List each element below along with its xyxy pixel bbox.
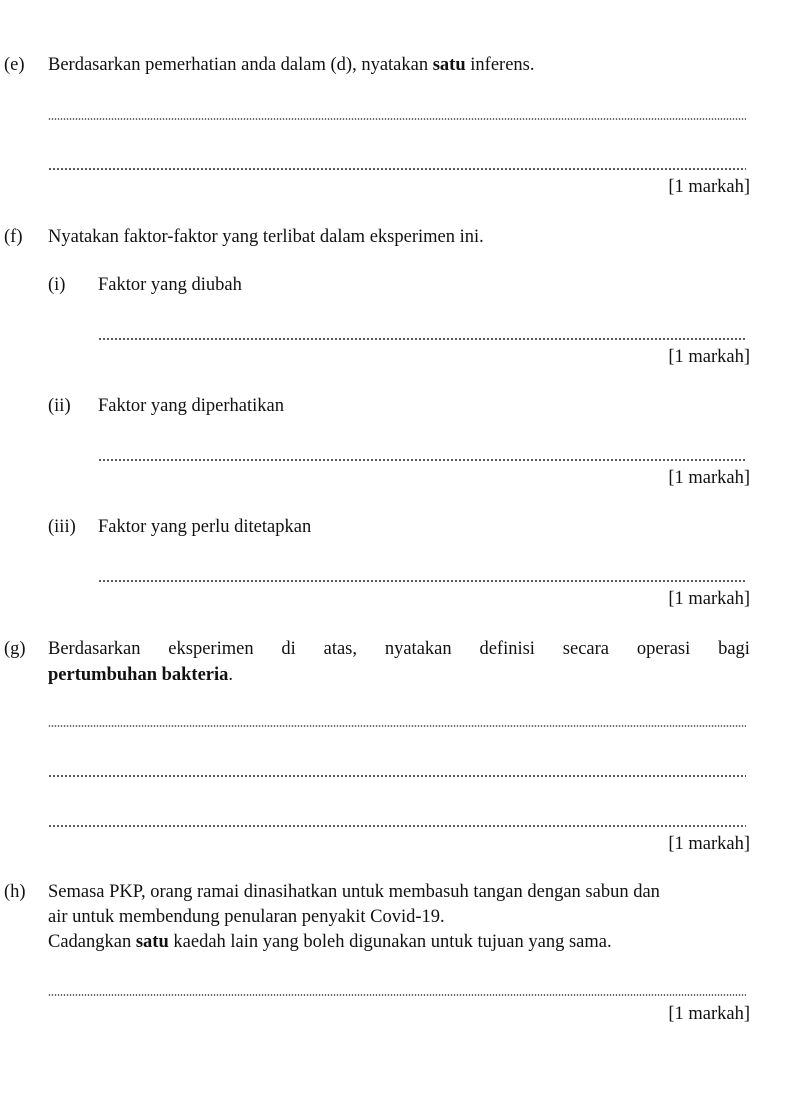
question-text-line: Cadangkan satu kaedah lain yang boleh digunakan untuk tujuan yang sama. bbox=[48, 932, 612, 952]
answer-line[interactable] bbox=[48, 775, 746, 777]
answer-line[interactable] bbox=[48, 994, 746, 996]
answer-line[interactable] bbox=[98, 459, 746, 461]
sub-question-text: Faktor yang diperhatikan bbox=[98, 396, 284, 416]
question-text-line: Berdasarkan eksperimen di atas, nyatakan definisi secara operasi bagi bbox=[48, 639, 750, 659]
question-text: Berdasarkan pemerhatian anda dalam (d), nyatakan satu inferens. bbox=[48, 55, 535, 75]
marks-label: [1 markah] bbox=[668, 589, 750, 609]
answer-line[interactable] bbox=[48, 168, 746, 170]
sub-question-label: (iii) bbox=[48, 517, 76, 537]
question-label: (h) bbox=[4, 882, 26, 902]
answer-line[interactable] bbox=[48, 118, 746, 120]
marks-label: [1 markah] bbox=[668, 1004, 750, 1024]
question-text-line: pertumbuhan bakteria. bbox=[48, 665, 234, 685]
answer-line[interactable] bbox=[48, 825, 746, 827]
answer-line[interactable] bbox=[48, 725, 746, 727]
marks-label: [1 markah] bbox=[668, 834, 750, 854]
question-label: (g) bbox=[4, 639, 26, 659]
marks-label: [1 markah] bbox=[668, 177, 750, 197]
question-text: Nyatakan faktor-faktor yang terlibat dalam eksperimen ini. bbox=[48, 227, 484, 247]
marks-label: [1 markah] bbox=[668, 347, 750, 367]
answer-line[interactable] bbox=[98, 580, 746, 582]
sub-question-label: (i) bbox=[48, 275, 66, 295]
question-text-line: Semasa PKP, orang ramai dinasihatkan untuk membasuh tangan dengan sabun dan bbox=[48, 882, 660, 902]
question-text-line: air untuk membendung penularan penyakit Covid-19. bbox=[48, 907, 445, 927]
marks-label: [1 markah] bbox=[668, 468, 750, 488]
answer-line[interactable] bbox=[98, 338, 746, 340]
sub-question-text: Faktor yang diubah bbox=[98, 275, 242, 295]
sub-question-label: (ii) bbox=[48, 396, 71, 416]
question-label: (f) bbox=[4, 227, 23, 247]
sub-question-text: Faktor yang perlu ditetapkan bbox=[98, 517, 312, 537]
question-label: (e) bbox=[4, 55, 25, 75]
